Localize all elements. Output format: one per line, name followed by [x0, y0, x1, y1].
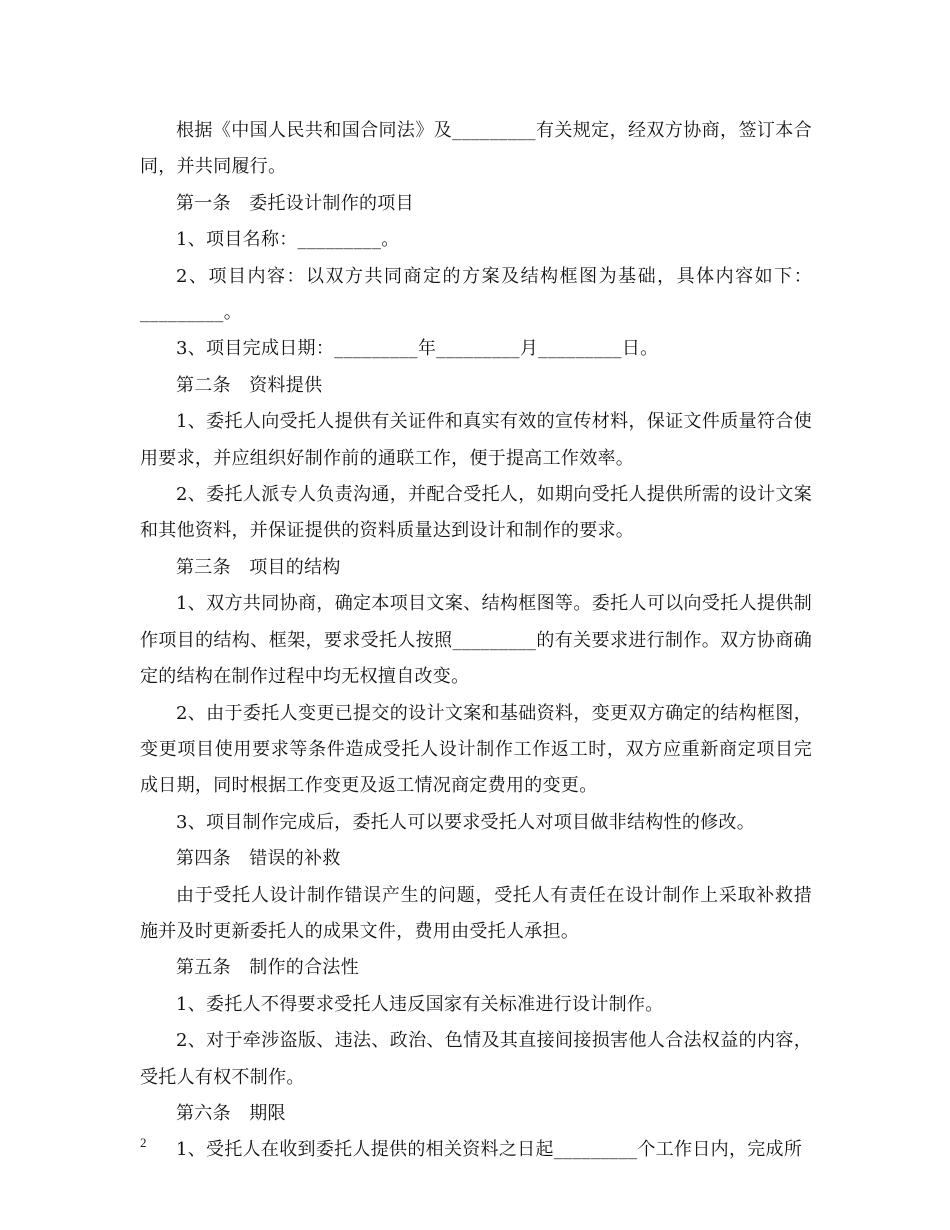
paragraph-project-name: 1、项目名称：_________。	[176, 229, 400, 251]
paragraph-legality-1: 1、委托人不得要求受托人违反国家有关标准进行设计制作。	[176, 993, 664, 1015]
paragraph-term-1: 1、受托人在收到委托人提供的相关资料之日起_________个工作日内，完成所	[176, 1139, 803, 1161]
paragraph-structure-1: 1、双方共同协商，确定本项目文案、结构框图等。委托人可以向受托人提供制作项目的结构、框架，要求受托人按照_________的有关要求进行制作。双方协商确定的结构在制作过程中均无权擅自改变。	[140, 593, 812, 688]
paragraph-project-content: 2、项目内容：以双方共同商定的方案及结构框图为基础，具体内容如下：_________。	[140, 265, 812, 324]
paragraph-legality-2: 2、对于牵涉盗版、违法、政治、色情及其直接间接损害他人合法权益的内容，受托人有权不制作。	[140, 1030, 812, 1088]
paragraph-materials-2: 2、委托人派专人负责沟通，并配合受托人，如期向受托人提供所需的设计文案和其他资料，并保证提供的资料质量达到设计和制作的要求。	[140, 484, 812, 542]
page-number: 2	[140, 1135, 147, 1150]
section-heading-1: 第一条 委托设计制作的项目	[176, 192, 414, 214]
section-heading-4: 第四条 错误的补救	[176, 848, 341, 870]
document-body	[140, 113, 812, 1169]
paragraph-structure-2: 2、由于委托人变更已提交的设计文案和基础资料，变更双方确定的结构框图，变更项目使用要求等条件造成受托人设计制作工作返工时，双方应重新商定项目完成日期，同时根据工作变更及返工情况商定费用的变更。	[140, 702, 812, 797]
paragraph-materials-1: 1、委托人向受托人提供有关证件和真实有效的宣传材料，保证文件质量符合使用要求，并应组织好制作前的通联工作，便于提高工作效率。	[140, 411, 812, 469]
section-heading-2: 第二条 资料提供	[176, 374, 323, 396]
paragraph-intro: 根据《中国人民共和国合同法》及_________有关规定，经双方协商，签订本合同，并共同履行。	[140, 120, 812, 178]
section-heading-5: 第五条 制作的合法性	[176, 957, 359, 979]
paragraph-error-remedy: 由于受托人设计制作错误产生的问题，受托人有责任在设计制作上采取补救措施并及时更新委托人的成果文件，费用由受托人承担。	[140, 884, 812, 942]
paragraph-completion-date: 3、项目完成日期：_________年_________月_________日。	[176, 338, 659, 360]
section-heading-6: 第六条 期限	[176, 1102, 286, 1124]
section-heading-3: 第三条 项目的结构	[176, 556, 341, 578]
paragraph-structure-3: 3、项目制作完成后，委托人可以要求受托人对项目做非结构性的修改。	[176, 811, 756, 833]
